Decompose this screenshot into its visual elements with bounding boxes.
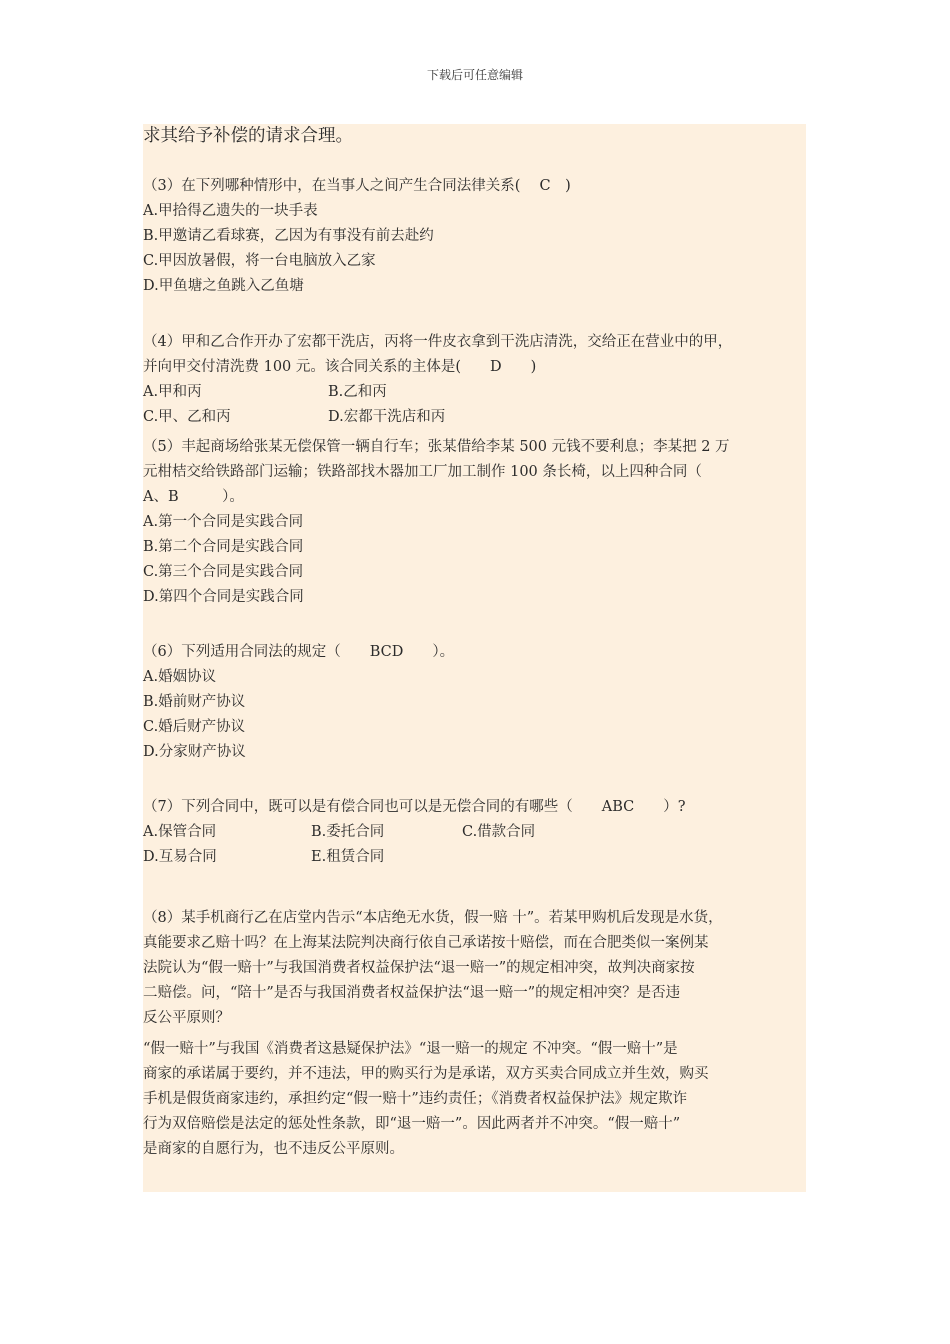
q3-option-b: B.甲邀请乙看球赛，乙因为有事没有前去赴约	[143, 228, 434, 244]
q8-answer-line3: 手机是假货商家违约，承担约定“假一赔十”违约责任；《消费者权益保护法》规定欺诈	[143, 1091, 688, 1107]
q8-answer-line5: 是商家的自愿行为，也不违反公平原则。	[143, 1141, 404, 1157]
q8-answer-line4: 行为双倍赔偿是法定的惩处性条款，即“退一赔一”。因此两者并不冲突。“假一赔十”	[143, 1116, 681, 1132]
q6-option-b: B.婚前财产协议	[143, 694, 246, 710]
intro-text: 求其给予补偿的请求合理。	[143, 126, 353, 146]
q6-option-d: D.分家财产协议	[143, 744, 246, 760]
q5-option-c: C.第三个合同是实践合同	[143, 564, 304, 580]
q8-stem-line2: 真能要求乙赔十吗？在上海某法院判决商行依自己承诺按十赔偿，而在合肥类似一案例某	[143, 935, 709, 951]
q7-option-e: E.租赁合同	[311, 849, 385, 865]
q8-stem-line5: 反公平原则？	[143, 1010, 230, 1026]
q4-stem-line2: 并向甲交付清洗费 100 元。该合同关系的主体是( D )	[143, 359, 537, 375]
q8-answer-line2: 商家的承诺属于要约，并不违法，甲的购买行为是承诺，双方买卖合同成立并生效，购买	[143, 1066, 709, 1082]
q8-stem-line3: 法院认为“假一赔十”与我国消费者权益保护法“退一赔一”的规定相冲突，故判决商家按	[143, 960, 695, 976]
q3-option-c: C.甲因放暑假，将一台电脑放入乙家	[143, 253, 376, 269]
q7-option-d: D.互易合同	[143, 849, 217, 865]
q5-stem-line2: 元柑桔交给铁路部门运输；铁路部找木器加工厂加工制作 100 条长椅，以上四种合同（	[143, 464, 702, 480]
q3-option-d: D.甲鱼塘之鱼跳入乙鱼塘	[143, 278, 304, 294]
q5-option-a: A.第一个合同是实践合同	[143, 514, 304, 530]
q5-stem-line3: A、B ）。	[143, 489, 244, 505]
q7-option-b: B.委托合同	[311, 824, 385, 840]
page-header: 下载后可任意编辑	[426, 68, 523, 82]
q7-option-c: C.借款合同	[462, 824, 536, 840]
q8-answer-line1: “假一赔十”与我国《消费者这悬疑保护法》“退一赔一的规定 不冲突。“假一赔十”是	[143, 1041, 678, 1057]
q4-stem-line1: （4）甲和乙合作开办了宏都干洗店，丙将一件皮衣拿到干洗店清洗，交给正在营业中的甲，	[143, 334, 733, 350]
q5-option-d: D.第四个合同是实践合同	[143, 589, 304, 605]
q7-option-a: A.保管合同	[143, 824, 217, 840]
q6-stem: （6）下列适用合同法的规定（ BCD ）。	[143, 644, 455, 660]
q8-stem-line1: （8）某手机商行乙在店堂内告示“本店绝无水货，假一赔 十”。若某甲购机后发现是水货，	[143, 910, 723, 926]
q3-option-a: A.甲拾得乙遗失的一块手表	[143, 203, 318, 219]
q7-stem: （7）下列合同中，既可以是有偿合同也可以是无偿合同的有哪些（ ABC ）?	[143, 799, 686, 815]
q6-option-a: A.婚姻协议	[143, 669, 217, 685]
q3-stem: （3）在下列哪种情形中，在当事人之间产生合同法律关系( C )	[143, 178, 571, 194]
q8-stem-line4: 二赔偿。问，“陪十”是否与我国消费者权益保护法“退一赔一”的规定相冲突？是否违	[143, 985, 681, 1001]
q5-stem-line1: （5）丰起商场给张某无偿保管一辆自行车；张某借给李某 500 元钱不要利息；李某把 2 万	[143, 439, 730, 455]
q5-option-b: B.第二个合同是实践合同	[143, 539, 304, 555]
q4-option-c: C.甲、乙和丙	[143, 409, 231, 425]
q6-option-c: C.婚后财产协议	[143, 719, 246, 735]
q4-option-b: B.乙和丙	[328, 384, 387, 400]
q4-option-d: D.宏都干洗店和丙	[328, 409, 446, 425]
q4-option-a: A.甲和丙	[143, 384, 202, 400]
